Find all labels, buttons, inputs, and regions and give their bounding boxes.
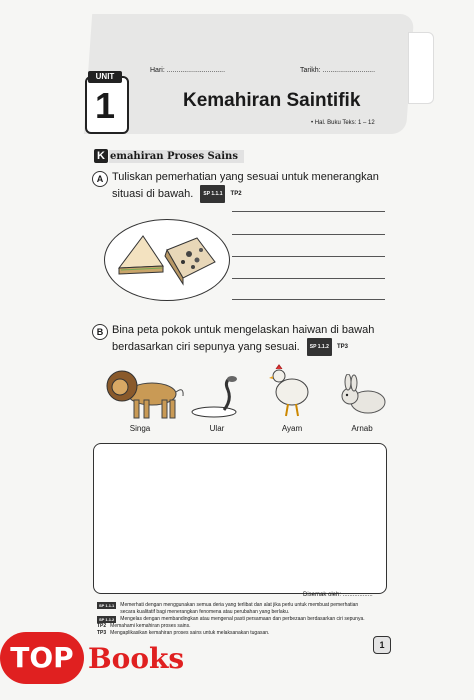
footnote-text: Mengelas dengan membandingkan atau mengenal pasti persamaan dan perbezaan berdasarkan ciri sepunya.: [120, 616, 365, 622]
topbooks-logo: [0, 628, 184, 688]
question-a-text: [112, 169, 402, 203]
answer-line[interactable]: [232, 256, 385, 257]
question-a-body: Tuliskan pemerhatian yang sesuai untuk menerangkan situasi di bawah.: [112, 171, 379, 200]
header-banner: [84, 14, 414, 134]
sandwich-and-bread-illustration: [105, 220, 229, 300]
rabbit-illustration: [338, 374, 388, 418]
logo-top-text: TOP: [0, 632, 84, 684]
footnote-item: [97, 602, 367, 616]
page-number: 1: [373, 636, 391, 654]
unit-number: 1: [94, 85, 116, 126]
section-initial: K: [94, 149, 108, 163]
answer-line[interactable]: [232, 278, 385, 279]
question-b-label: B: [92, 324, 108, 340]
question-b-sp-tag: SP 1.1.2: [307, 338, 332, 356]
footnote-text: Memerhati dengan menggunakan semua deria yang terlibat dan alat jika perlu untuk membuat pemerhatian secara kualitatif bagi menerangkan fenomena atau perubahan yang berlaku.: [120, 602, 359, 615]
answer-line[interactable]: [232, 299, 385, 300]
logo-books-text: Books: [88, 641, 185, 675]
animal-label-ayam: Ayam: [281, 424, 303, 433]
hari-field: Hari: ..............................: [150, 67, 226, 74]
textbook-reference: • Hal. Buku Teks: 1 – 12: [311, 120, 375, 126]
page-tab: [408, 32, 434, 104]
footnote-tag: TP2: [97, 623, 107, 629]
tree-map-answer-box[interactable]: [93, 443, 387, 594]
chicken-illustration: [268, 362, 314, 418]
disemak-oleh: Disemak oleh: ..................: [303, 592, 373, 598]
question-a-label: A: [92, 171, 108, 187]
footnote-item: [97, 616, 367, 623]
section-heading: [94, 148, 244, 164]
sandwich-image-frame: [104, 219, 230, 301]
unit-label: UNIT: [88, 71, 122, 83]
lion-illustration: [104, 366, 186, 421]
page-title: Kemahiran Saintifik: [183, 90, 361, 111]
animal-label-ular: Ular: [209, 424, 225, 433]
question-b-tp-tag: TP3: [336, 344, 348, 350]
question-b-text: [112, 322, 397, 356]
question-b-body: Bina peta pokok untuk mengelaskan haiwan di bawah berdasarkan ciri sepunya yang sesuai.: [112, 324, 375, 353]
footnote-text: Memahami kemahiran proses sains.: [110, 623, 191, 629]
footnote-text: Mengaplikasikan kemahiran proses sains untuk melaksanakan tugasan.: [110, 630, 270, 636]
question-a-sp-tag: SP 1.1.1: [200, 185, 225, 203]
animal-label-arnab: Arnab: [351, 424, 373, 433]
footnote-tag: TP3: [97, 630, 107, 636]
animal-label-singa: Singa: [129, 424, 151, 433]
answer-line[interactable]: [232, 211, 385, 212]
footnote-tag: SP 1.1.1: [99, 603, 115, 608]
question-a-tp-tag: TP2: [230, 191, 242, 197]
footnote-tag: SP 1.1.2: [99, 617, 115, 622]
section-title: emahiran Proses Sains: [109, 150, 244, 163]
tarikh-field: Tarikh: ...........................: [300, 67, 376, 74]
answer-line[interactable]: [232, 234, 385, 235]
snake-illustration: [188, 374, 248, 419]
